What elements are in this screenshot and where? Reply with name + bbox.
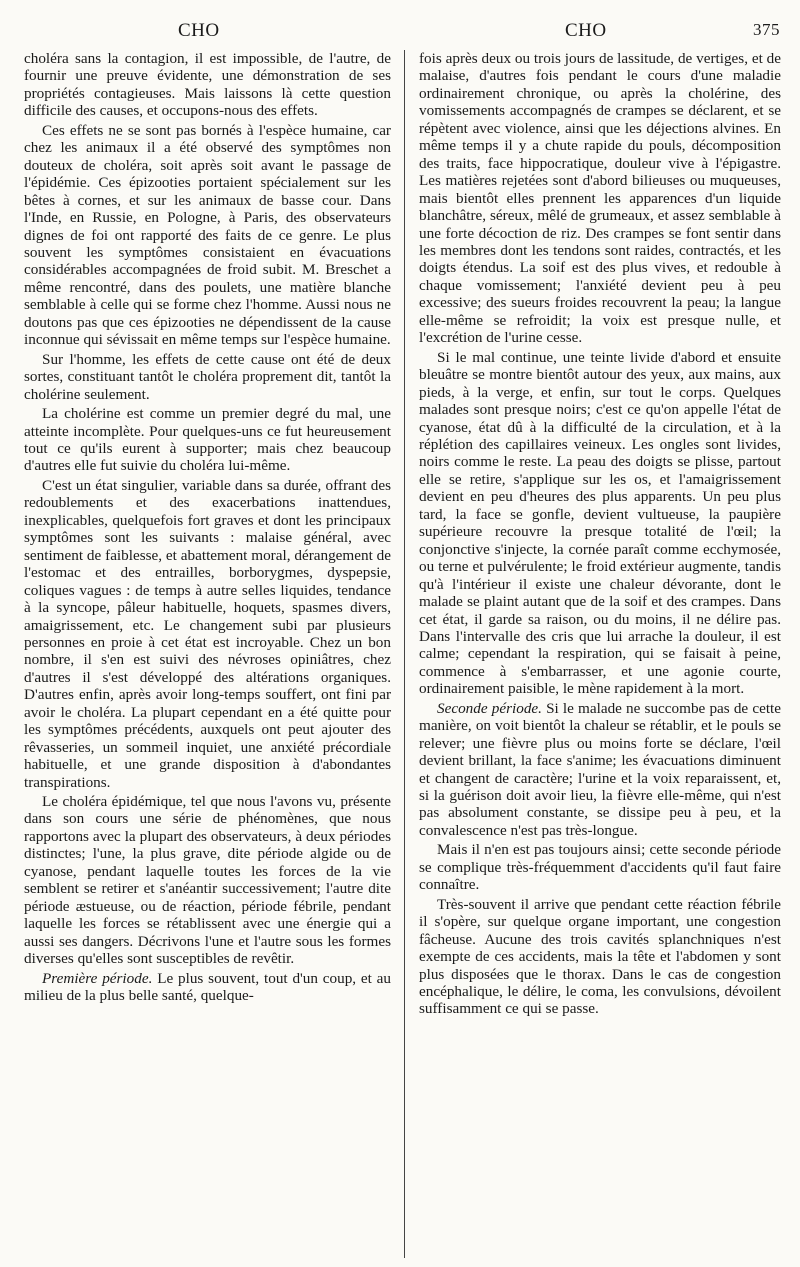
page-number: 375 — [753, 20, 780, 39]
section-label: Première période. — [42, 969, 153, 987]
left-column — [24, 50, 391, 1260]
paragraph: Le choléra épidémique, tel que nous l'avons vu, présente dans son cours une série de phénomènes, que nous rapportons avec la plupart des observateurs, à deux périodes distinctes; l'une, la plus grave, dite période algide ou de cyanose, pendant laquelle toutes les forces de la vie semblent se retirer et s'anéantir successivement; l'autre dite période æstueuse, ou de réaction, période fébrile, pendant laquelle les forces se rétablissent avec une énergie qui a aussi ses dangers. Décrivons l'une et l'autre sous les formes diverses qu'elles sont susceptibles de revêtir. — [24, 793, 391, 968]
paragraph: choléra sans la contagion, il est impossible, de l'autre, de fournir une preuve évidente, une démonstration de ses propriétés contagieuses. Mais laissons là cette question difficile des causes, et occupons-nous des effets. — [24, 50, 391, 120]
paragraph — [419, 700, 781, 840]
paragraph-text: Si le malade ne succombe pas de cette manière, on voit bientôt la chaleur se rétablir, et le pouls se relever; une fièvre plus ou moins forte se déclare, l'œil devient brillant, la face s'anime; les évacuations diminuent et changent de caractère; l'urine et la voix reparaissent, et, si la guérison doit avoir lieu, la fièvre elle-même, qui n'est pas absolument constante, se dissipe peu à peu, et la convalescence n'est pas très-longue. — [419, 699, 781, 839]
paragraph: Si le mal continue, une teinte livide d'abord et ensuite bleuâtre se montre bientôt autour des yeux, aux mains, aux pieds, à la verge, et enfin, sur tout le corps. Quelques malades sont presque noirs; c'est ce qu'on appelle l'état de cyanose, état dû à la difficulté de la circulation, et à la réplétion des capillaires veineux. Les ongles sont livides, noirs comme le reste. La peau des doigts se plisse, partout elle se retire, s'applique sur les os, et l'amaigrissement devient en peu d'heures des plus apparents. Un peu plus tard, la face se gonfle, devient vultueuse, la paupière supérieure recouvre la presque totalité de l'œil; la conjonctive s'injecte, la cornée paraît comme ecchymosée, ou terne et pulvérulente; le froid extérieur augmente, tandis qu'à l'intérieur il existe une chaleur dévorante, dont le malade se plaint autant que de la soif et des crampes. Dans cet état, il garde sa raison, ou du moins, il ne délire pas. Dans l'intervalle des cris que lui arrache la douleur, il est calme; cependant la respiration, qui se faisait à peine, commence à s'embarrasser, et une agonie courte, ordinairement paisible, le mène rapidement à la mort. — [419, 348, 781, 698]
running-head-left: CHO — [178, 20, 220, 41]
right-column — [419, 50, 781, 1260]
section-label: Seconde période. — [437, 699, 542, 717]
paragraph — [24, 970, 391, 1005]
paragraph: La cholérine est comme un premier degré du mal, une atteinte incomplète. Pour quelques-uns ce fut heureusement tout ce qu'ils eurent à supporter; mais chez beaucoup d'autres elle fut suivie du choléra lui-même. — [24, 405, 391, 475]
paragraph: Sur l'homme, les effets de cette cause ont été de deux sortes, constituant tantôt le choléra proprement dit, tantôt la cholérine seulement. — [24, 350, 391, 403]
paragraph: Très-souvent il arrive que pendant cette réaction fébrile il s'opère, sur quelque organe important, une congestion fâcheuse. Aucune des trois cavités splanchniques n'est exempte de ces accidents, mais la tête et l'abdomen y sont plus disposées que le thorax. Dans le cas de congestion encéphalique, le délire, le coma, les convulsions, dévoilent suffisamment ce qui se passe. — [419, 895, 781, 1018]
paragraph: C'est un état singulier, variable dans sa durée, offrant des redoublements et des exacerbations inattendues, inexplicables, quelquefois fort graves et dont les principaux symptômes sont les suivants : malaise général, avec sentiment de faiblesse, et abattement moral, dérangement de l'estomac et des entrailles, borborygmes, dyspepsie, coliques vagues : de temps à autre selles liquides, tendance à la syncope, pâleur habituelle, hoquets, spasmes divers, amaigrissement, etc. Le changement subi par plusieurs personnes en proie à cet état est incroyable. Chez un bon nombre, il s'en est suivi des névroses opiniâtres, chez d'autres il s'est développé des altérations organiques. D'autres enfin, après avoir long-temps souffert, ont fini par avoir le choléra. La plupart cependant en a été quitte pour les symptômes précédents, auxquels ont peut ajouter des rêvasseries, un sommeil inquiet, une anxiété précordiale habituelle, et une grande disposition à d'abondantes transpirations. — [24, 476, 391, 791]
running-head-right: CHO — [565, 20, 607, 41]
paragraph: fois après deux ou trois jours de lassitude, de vertiges, et de malaise, d'autres fois pendant le cours d'une maladie ordinairement chronique, ou après la cholérine, des vomissements accompagnés de crampes se déclarent, et se répètent avec violence, ainsi que les déjections alvines. En même temps il y a chute rapide du pouls, décomposition des traits, face hippocratique, douleur vive à l'épigastre. Les matières rejetées sont d'abord bilieuses ou muqueuses, mais bientôt elles prennent les apparences d'un liquide blanchâtre, séreux, mêlé de grumeaux, et assez semblable à une forte décoction de riz. Des crampes se font sentir dans les membres dont les tendons sont raides, contractés, et les doigts étendus. La soif est des plus vives, et redouble à chaque vomissement; l'anxiété devient peu à peu excessive; des sueurs froides recouvrent la peau; la langue elle-même se refroidit; la voix est presque nulle, et l'excrétion de l'urine cesse. — [419, 50, 781, 347]
paragraph: Mais il n'en est pas toujours ainsi; cette seconde période se complique très-fréquemment d'accidents qu'il faut faire connaître. — [419, 841, 781, 894]
column-divider — [404, 50, 405, 1258]
paragraph: Ces effets ne se sont pas bornés à l'espèce humaine, car chez les animaux il a été observé des symptômes non douteux de choléra, soit après soit avant le passage de l'épidémie. Ces épizooties portaient spécialement sur les bêtes à cornes, et sur les animaux de basse cour. Dans l'Inde, en Russie, en Pologne, à Paris, des observateurs dignes de foi ont rapporté des faits de ce genre. Le plus souvent les symptômes consistaient en évacuations considérables accompagnées de froid subit. M. Breschet a même rencontré, dans des poulets, une matière blanche semblable à celle qui se forme chez l'homme. Aussi nous ne doutons pas que ces épizooties ne dépendissent de la cause inconnue qui sévissait en même temps sur l'espèce humaine. — [24, 121, 391, 349]
paragraph-text: Le plus souvent, tout d'un coup, et au milieu de la plus belle santé, quelque- — [24, 969, 391, 1005]
page-header — [0, 20, 800, 52]
